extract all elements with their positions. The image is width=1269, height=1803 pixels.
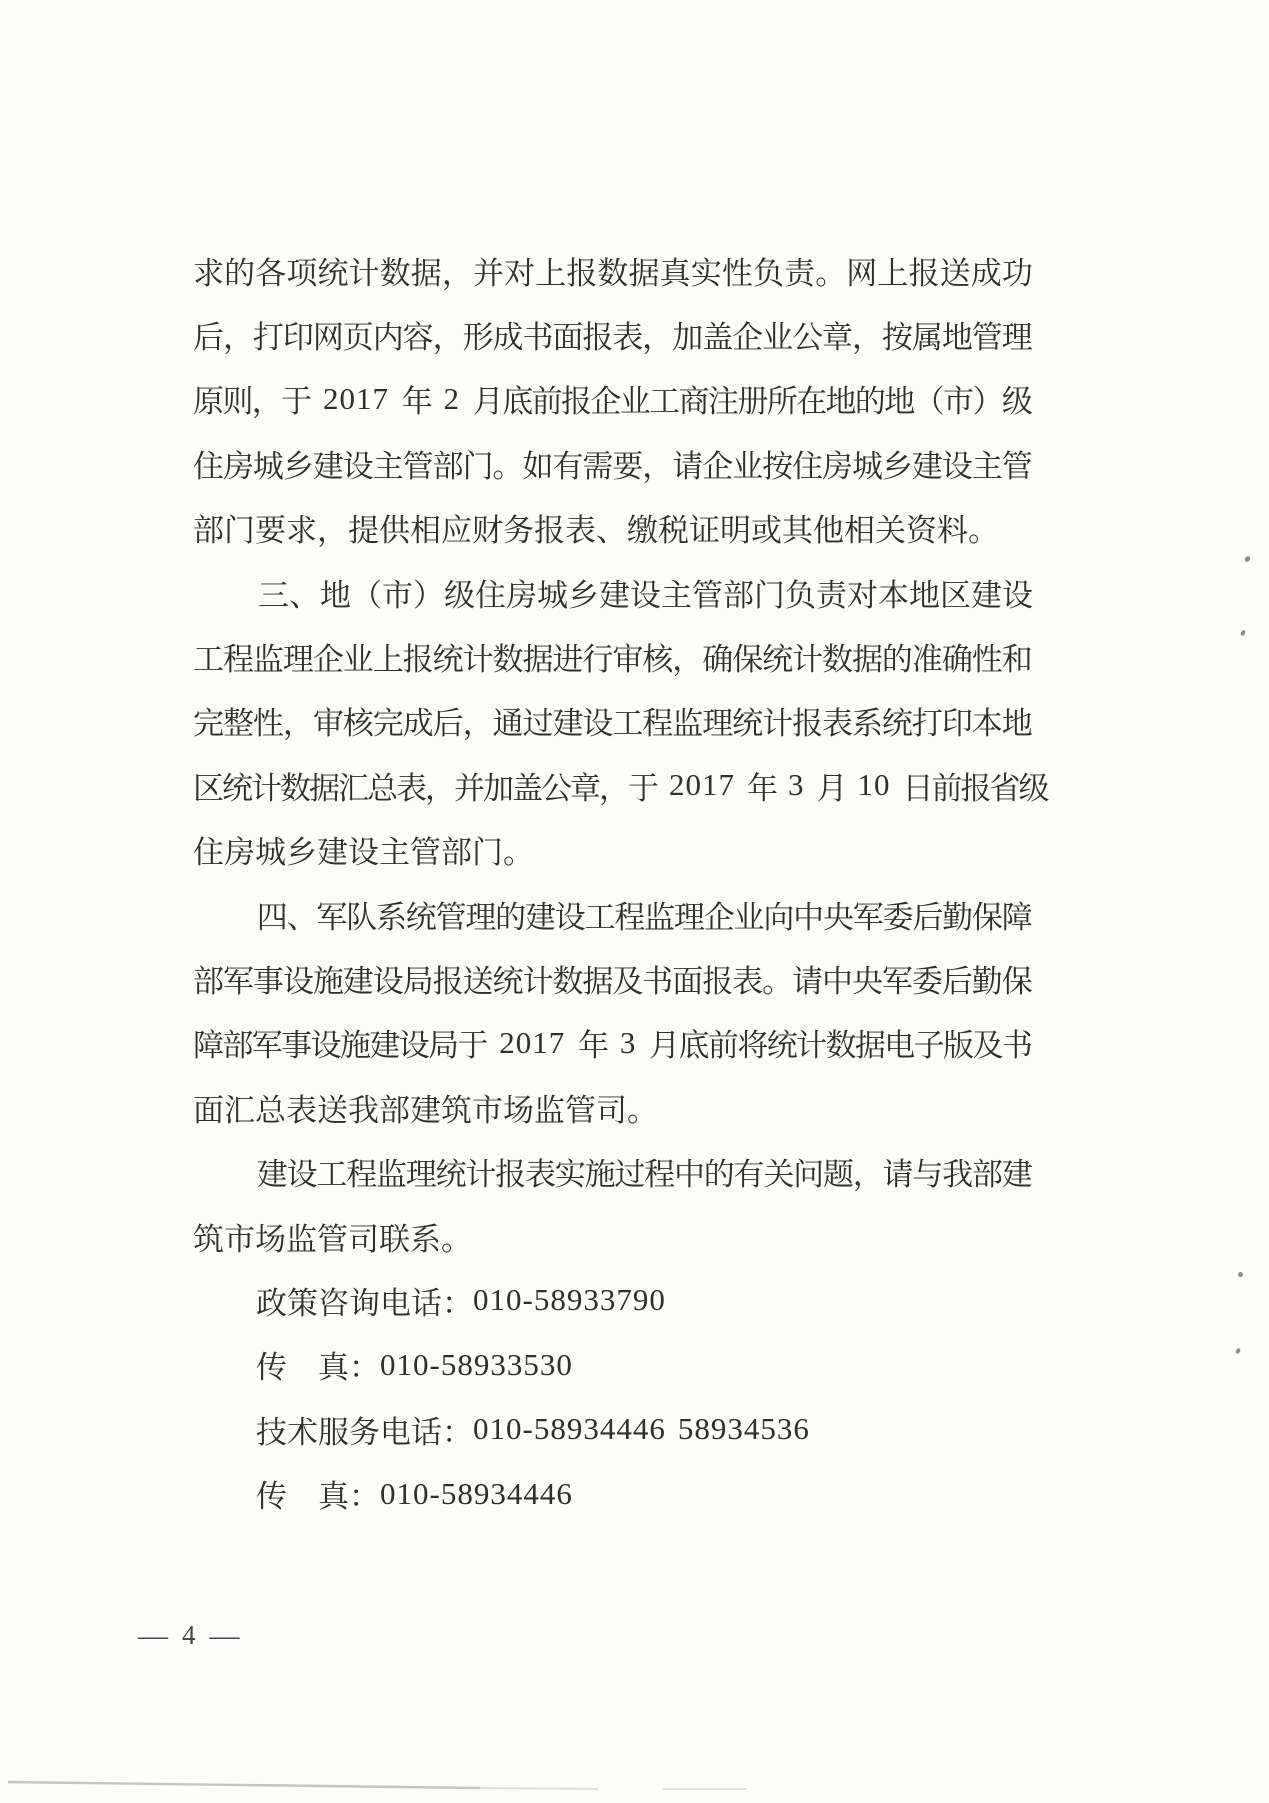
text-line: 工 程 监 理 企 业 上 报 统 计 数 据 进 行 审 核 ， 确 保 统 计 数 据 的 准 确 性 和 <box>193 642 1033 678</box>
scan-speck <box>1237 1271 1244 1278</box>
text-line: 传 真 ： 010-58934446 <box>256 1475 573 1515</box>
document-body <box>193 238 1050 1526</box>
text-line: 面 汇 总 表 送 我 部 建 筑 市 场 监 管 司 。 <box>193 1092 658 1128</box>
text-line: 建 设 工 程 监 理 统 计 报 表 实 施 过 程 中 的 有 关 问 题 ， 请 与 我 部 建 <box>256 1157 1033 1193</box>
page-number <box>138 1620 240 1651</box>
text-line: 四 、 军 队 系 统 管 理 的 建 设 工 程 监 理 企 业 向 中 央 军 委 后 勤 保 障 <box>256 899 1033 935</box>
text-line: 原 则 ， 于 2017 年 2 月 底 前 报 企 业 工 商 注 册 所 在 地 的 地 （ 市 ） 级 <box>193 380 1033 420</box>
text-line: 三 、 地 （ 市 ） 级 住 房 城 乡 建 设 主 管 部 门 负 责 对 本 地 区 建 设 <box>258 577 1033 613</box>
text-line: 障 部 军 事 设 施 建 设 局 于 2017 年 3 月 底 前 将 统 计 数 据 电 子 版 及 书 <box>193 1024 1033 1064</box>
text-line: 完 整 性 ， 审 核 完 成 后 ， 通 过 建 设 工 程 监 理 统 计 报 表 系 统 打 印 本 地 <box>193 706 1033 742</box>
text-line: 住 房 城 乡 建 设 主 管 部 门 。 如 有 需 要 ， 请 企 业 按 住 房 城 乡 建 设 主 管 <box>193 448 1033 484</box>
text-line: 后 ， 打 印 网 页 内 容 ， 形 成 书 面 报 表 ， 加 盖 企 业 公 章 ， 按 属 地 管 理 <box>193 320 1033 356</box>
text-line: 传 真 ： 010-58933530 <box>256 1346 573 1386</box>
text-line: 政 策 咨 询 电 话 ： 010-58933790 <box>256 1282 666 1321</box>
text-line: 住 房 城 乡 建 设 主 管 部 门 。 <box>193 835 534 871</box>
text-line: 求 的 各 项 统 计 数 据 ， 并 对 上 报 数 据 真 实 性 负 责 。 网 上 报 送 成 功 <box>193 255 1033 291</box>
scan-speck <box>1244 555 1252 563</box>
text-line: 部 门 要 求 ， 提 供 相 应 财 务 报 表 、 缴 税 证 明 或 其 他 相 关 资 料 。 <box>193 513 999 549</box>
text-line: 部 军 事 设 施 建 设 局 报 送 统 计 数 据 及 书 面 报 表 。 请 中 央 军 委 后 勤 保 <box>193 963 1033 999</box>
footer-page-number: 4 <box>182 1620 196 1650</box>
scan-speck <box>1240 629 1246 636</box>
footer-dash-right: — <box>209 1618 240 1652</box>
text-line: 区 统 计 数 据 汇 总 表 ， 并 加 盖 公 章 ， 于 2017 年 3 月 10 日 前 报 省 级 <box>193 767 1050 806</box>
text-line: 技 术 服 务 电 话 ： 010-58934446 58934536 <box>256 1411 810 1450</box>
text-line: 筑 市 场 监 管 司 联 系 。 <box>193 1221 472 1257</box>
footer-dash-left: — <box>138 1618 168 1652</box>
scan-speck <box>1235 1347 1241 1354</box>
